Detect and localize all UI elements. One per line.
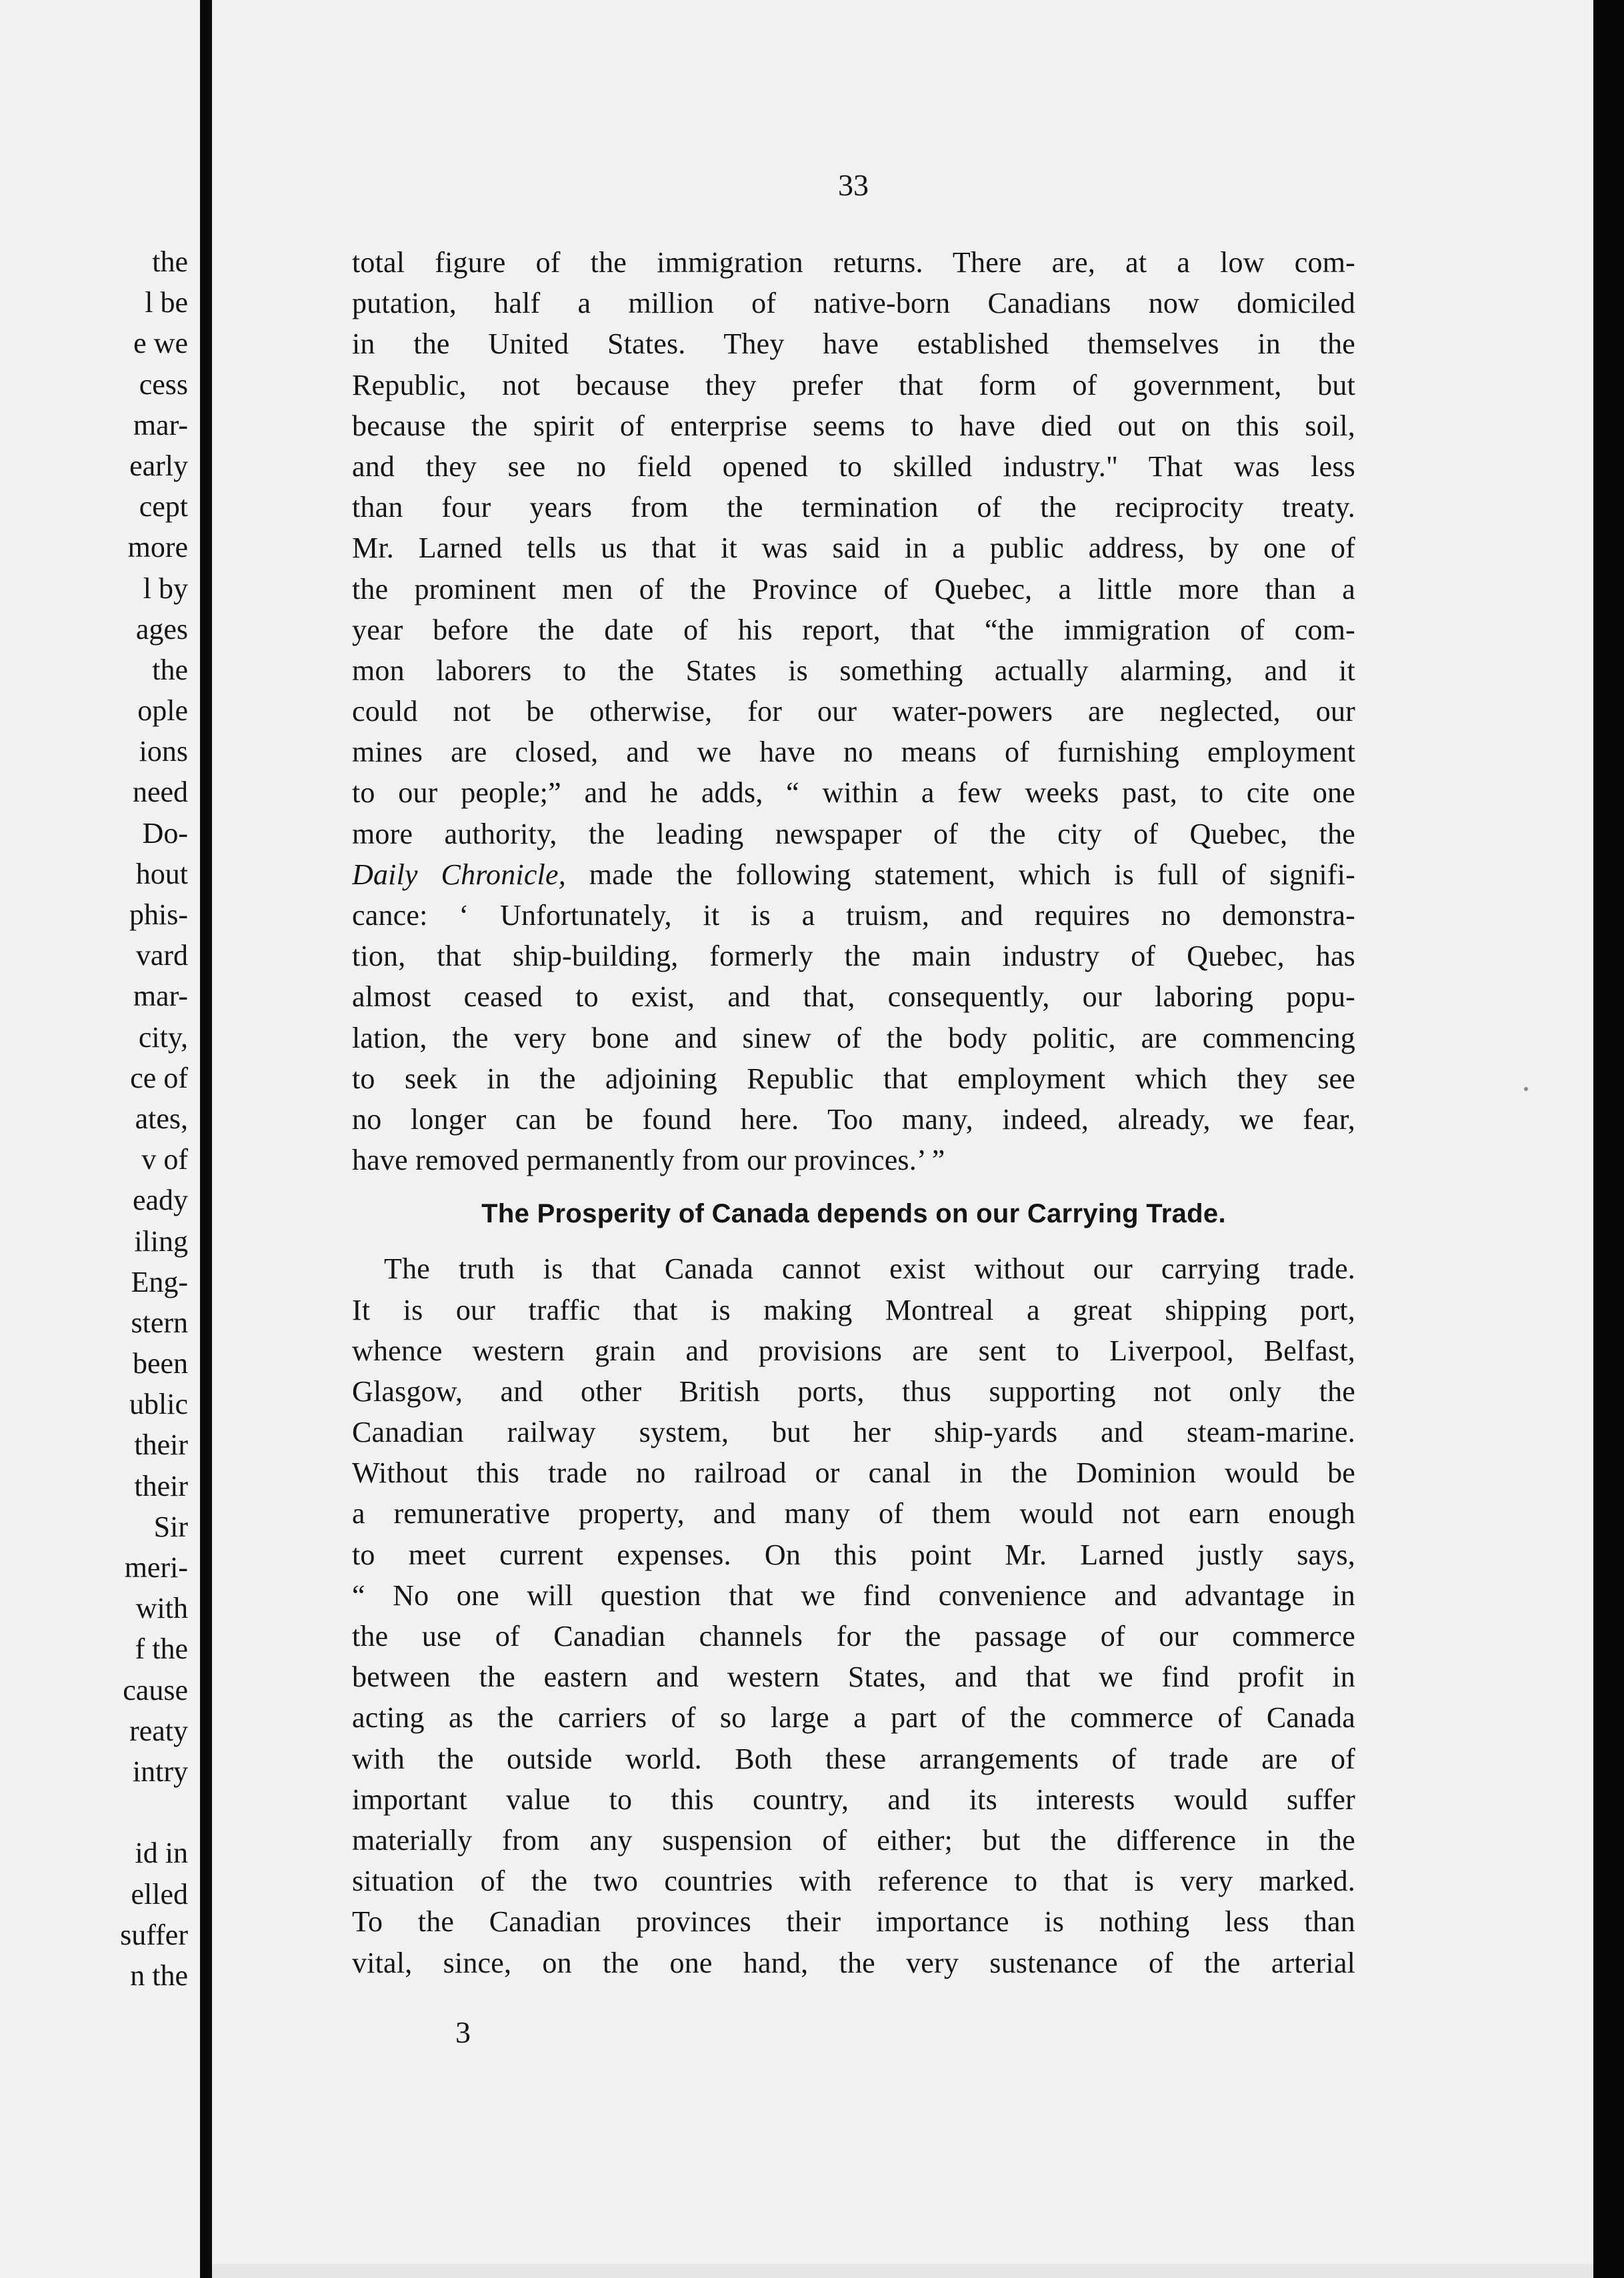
left-fragment-line: been <box>132 1347 188 1380</box>
text-line: in the United States. They have established themselves in the <box>352 327 1355 361</box>
text-line: Canadian railway system, but her ship-yards and steam-marine. <box>352 1416 1355 1449</box>
italic-title: Daily Chronicle, <box>352 858 566 891</box>
left-fragment-line: their <box>134 1469 188 1502</box>
left-fragment-line: their <box>134 1428 188 1462</box>
text-line: Mr. Larned tells us that it was said in a public address, by one of <box>352 531 1355 565</box>
text-line: and they see no field opened to skilled industry." That was less <box>352 449 1355 483</box>
left-fragment-line: ce of <box>130 1061 188 1094</box>
left-fragment-line: ates, <box>135 1102 188 1135</box>
text-line: no longer can be found here. Too many, indeed, already, we fear, <box>352 1102 1355 1136</box>
text-line: more authority, the leading newspaper of the city of Quebec, the <box>352 817 1355 850</box>
left-fragment-line: iling <box>134 1224 188 1258</box>
text-line: with the outside world. Both these arrangements of trade are of <box>352 1742 1355 1775</box>
body-text <box>352 242 1355 1983</box>
text-line: the prominent men of the Province of Quebec, a little more than a <box>352 572 1355 606</box>
text-line: between the eastern and western States, and that we find profit in <box>352 1660 1355 1694</box>
left-fragment-line: stern <box>131 1306 188 1339</box>
text-line: to seek in the adjoining Republic that employment which they see <box>352 1062 1355 1095</box>
section-heading: The Prosperity of Canada depends on our Carrying Trade. <box>481 1199 1226 1229</box>
text-line: mon laborers to the States is something actually alarming, and it <box>352 654 1355 687</box>
left-fragment-line: cause <box>123 1673 188 1706</box>
text-line: Republic, not because they prefer that form of government, but <box>352 368 1355 401</box>
paragraph-immigration <box>352 242 1355 854</box>
left-fragment-line: Sir <box>153 1510 188 1543</box>
text-line: have removed permanently from our provinces.’ ” <box>352 1144 945 1177</box>
page-number: 33 <box>838 168 869 202</box>
paragraph-immigration-continued <box>352 895 1355 1180</box>
left-page <box>0 0 200 2278</box>
text-line: The truth is that Canada cannot exist without our carrying trade. <box>384 1252 1355 1286</box>
left-fragment-line: hout <box>135 857 188 890</box>
text-line: to meet current expenses. On this point Mr. Larned justly says, <box>352 1538 1355 1571</box>
scan-border-right <box>1593 0 1624 2278</box>
left-fragment-line: f the <box>135 1632 188 1666</box>
text-line: because the spirit of enterprise seems to have died out on this soil, <box>352 409 1355 442</box>
left-fragment-line: n the <box>130 1959 188 1992</box>
text-line: cance: ‘ Unfortunately, it is a truism, and requires no demonstra- <box>352 899 1355 932</box>
text-line: than four years from the termination of the reciprocity treaty. <box>352 491 1355 524</box>
page-gutter <box>200 0 212 2278</box>
left-fragment-line: eady <box>132 1184 188 1217</box>
left-fragment-line <box>0 1792 200 1833</box>
left-fragment-line: the <box>152 653 188 686</box>
left-fragment-line: the <box>152 245 188 278</box>
text-line: acting as the carriers of so large a part of the commerce of Canada <box>352 1701 1355 1735</box>
left-fragment-line: more <box>127 531 188 564</box>
text-line: lation, the very bone and sinew of the body politic, are commencing <box>352 1021 1355 1054</box>
text-line: “ No one will question that we find convenience and advantage in <box>352 1578 1355 1612</box>
text-line: Without this trade no railroad or canal in the Dominion would be <box>352 1456 1355 1490</box>
left-fragment-line: intry <box>132 1755 188 1788</box>
left-fragment-line: vard <box>135 939 188 972</box>
left-fragment-line: v of <box>141 1143 188 1176</box>
left-fragment-line: l be <box>145 286 188 319</box>
left-fragment-line: city, <box>138 1020 188 1054</box>
left-fragment-line: e we <box>133 327 188 360</box>
text-line: mines are closed, and we have no means of furnishing employment <box>352 736 1355 769</box>
text-line: to our people;” and he adds, “ within a few weeks past, to cite one <box>352 776 1355 810</box>
left-fragment-line: suffer <box>120 1918 188 1951</box>
text-line: Glasgow, and other British ports, thus supporting not only the <box>352 1374 1355 1408</box>
left-fragment-line: cess <box>139 367 188 401</box>
text-line: tion, that ship-building, formerly the main industry of Quebec, has <box>352 940 1355 973</box>
text-line: could not be otherwise, for our water-powers are neglected, our <box>352 695 1355 728</box>
text-line: year before the date of his report, that “the immigration of com- <box>352 613 1355 646</box>
text-line: To the Canadian provinces their importance is nothing less than <box>352 1905 1355 1939</box>
text-line-chronicle <box>352 854 1355 895</box>
text-line: It is our traffic that is making Montreal a great shipping port, <box>352 1293 1355 1326</box>
left-fragment-line: ublic <box>129 1388 188 1421</box>
text-line: materially from any suspension of either; but the difference in the <box>352 1823 1355 1857</box>
left-fragment-line: elled <box>131 1877 188 1911</box>
scan-speck <box>1524 1087 1528 1091</box>
text-line: putation, half a million of native-born Canadians now domiciled <box>352 287 1355 320</box>
left-page-text-fragments <box>0 241 200 2029</box>
left-fragment-line: reaty <box>129 1714 188 1747</box>
left-fragment-line: meri- <box>124 1551 188 1584</box>
text-line: situation of the two countries with reference to that is very marked. <box>352 1865 1355 1898</box>
text-line: important value to this country, and its interests would suffer <box>352 1783 1355 1816</box>
left-fragment-line: l by <box>143 572 188 605</box>
text-line: whence western grain and provisions are sent to Liverpool, Belfast, <box>352 1334 1355 1367</box>
text-line: almost ceased to exist, and that, consequently, our laboring popu- <box>352 980 1355 1014</box>
signature-mark: 3 <box>455 2015 471 2049</box>
left-fragment-line: early <box>129 449 188 482</box>
left-fragment-line: with <box>135 1592 188 1625</box>
left-fragment-line: Do- <box>142 816 188 850</box>
left-fragment-line: cept <box>139 490 188 523</box>
left-fragment-line: ople <box>137 694 188 728</box>
left-fragment-line: phis- <box>129 898 188 931</box>
text-line: a remunerative property, and many of them would not earn enough <box>352 1497 1355 1530</box>
page-bottom-edge <box>212 2264 1593 2278</box>
left-fragment-line: mar- <box>133 408 188 441</box>
text-line: the use of Canadian channels for the passage of our commerce <box>352 1620 1355 1652</box>
left-fragment-line: Eng- <box>131 1265 188 1298</box>
left-fragment-line: need <box>132 776 188 809</box>
paragraph-carrying-trade <box>352 1248 1355 1983</box>
left-fragment-line: mar- <box>133 980 188 1013</box>
left-fragment-line: ages <box>135 612 188 646</box>
left-fragment-line: id in <box>135 1837 188 1870</box>
text-line: vital, since, on the one hand, the very sustenance of the arterial <box>352 1946 1355 1979</box>
text-line: total figure of the immigration returns. There are, at a low com- <box>352 246 1355 279</box>
left-fragment-line: ions <box>139 735 188 768</box>
text-line-rest: made the following statement, which is full of signifi- <box>565 858 1355 891</box>
